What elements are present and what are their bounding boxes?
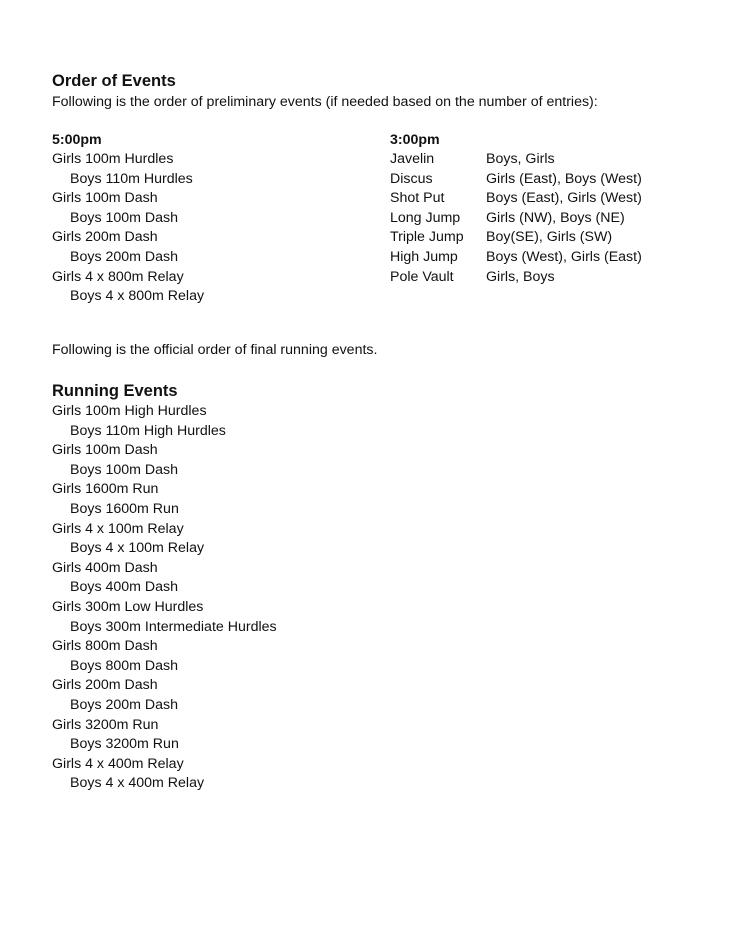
- final-running-event-item: Boys 4 x 100m Relay: [70, 540, 205, 557]
- field-start-time: 3:00pm: [390, 132, 440, 148]
- field-event-name: Long Jump: [390, 209, 461, 226]
- preliminary-running-column: [52, 130, 352, 307]
- field-event-row: [390, 248, 710, 268]
- running-event-item: Boys 110m Hurdles: [70, 170, 193, 187]
- final-running-event-item: Boys 200m Dash: [70, 696, 179, 713]
- running-event-item: Girls 100m Dash: [52, 190, 158, 207]
- running-events-section: [52, 380, 712, 794]
- final-intro-text: Following is the official order of final running events.: [52, 342, 378, 358]
- final-running-event-item: Girls 3200m Run: [52, 716, 159, 733]
- field-event-groups: Boy(SE), Girls (SW): [486, 229, 613, 246]
- final-running-event-item: Boys 3200m Run: [70, 736, 179, 753]
- final-running-event-item: Girls 800m Dash: [52, 638, 158, 655]
- field-event-name: Discus: [390, 170, 433, 187]
- final-running-event-item: Boys 4 x 400m Relay: [70, 775, 205, 792]
- field-event-groups: Boys (West), Girls (East): [486, 248, 642, 265]
- document-page: [52, 70, 712, 794]
- preliminary-field-list: [390, 150, 710, 287]
- final-running-event-item: Boys 800m Dash: [70, 657, 179, 674]
- field-event-name: Triple Jump: [390, 229, 464, 246]
- field-event-groups: Girls, Boys: [486, 268, 555, 285]
- final-running-event-item: Boys 100m Dash: [70, 461, 179, 478]
- running-event-item: Boys 4 x 800m Relay: [70, 288, 205, 305]
- field-event-name: Shot Put: [390, 190, 445, 207]
- running-event-item: Girls 200m Dash: [52, 229, 158, 246]
- field-event-row: [390, 150, 710, 170]
- preliminary-field-column: [390, 130, 710, 287]
- final-running-event-item: Girls 300m Low Hurdles: [52, 598, 204, 615]
- preliminary-schedule: [52, 130, 712, 330]
- final-running-event-item: Girls 100m High Hurdles: [52, 403, 207, 419]
- field-event-row: [390, 228, 710, 248]
- final-running-event-item: Boys 110m High Hurdles: [70, 422, 226, 439]
- final-running-event-item: Girls 400m Dash: [52, 559, 158, 576]
- field-event-row: [390, 268, 710, 288]
- field-event-name: Javelin: [390, 151, 435, 167]
- preliminary-intro-text: Following is the order of preliminary events (if needed based on the number of entries):: [52, 94, 598, 110]
- final-running-event-item: Girls 100m Dash: [52, 442, 158, 459]
- field-event-groups: Boys, Girls: [486, 151, 555, 167]
- field-event-row: [390, 209, 710, 229]
- running-events-list: [52, 402, 712, 794]
- final-running-event-item: Boys 300m Intermediate Hurdles: [70, 618, 277, 635]
- field-event-row: [390, 189, 710, 209]
- running-event-item: Boys 100m Dash: [70, 209, 179, 226]
- final-running-event-item: Girls 4 x 400m Relay: [52, 755, 184, 772]
- field-event-groups: Girls (East), Boys (West): [486, 170, 642, 187]
- field-event-groups: Girls (NW), Boys (NE): [486, 209, 625, 226]
- preliminary-running-list: [52, 150, 352, 307]
- running-event-item: Girls 100m Hurdles: [52, 151, 174, 167]
- running-event-item: Boys 200m Dash: [70, 248, 179, 265]
- final-running-event-item: Girls 4 x 100m Relay: [52, 520, 184, 537]
- final-running-event-item: Girls 200m Dash: [52, 677, 158, 694]
- running-event-item: Girls 4 x 800m Relay: [52, 268, 184, 285]
- final-running-event-item: Boys 400m Dash: [70, 579, 179, 596]
- field-event-name: Pole Vault: [390, 268, 454, 285]
- final-running-event-item: Girls 1600m Run: [52, 481, 159, 498]
- field-event-row: [390, 170, 710, 190]
- final-running-event-item: Boys 1600m Run: [70, 500, 179, 517]
- order-of-events-title: Order of Events: [52, 72, 176, 90]
- running-events-title: Running Events: [52, 382, 178, 400]
- field-event-name: High Jump: [390, 248, 458, 265]
- field-event-groups: Boys (East), Girls (West): [486, 190, 642, 207]
- running-start-time: 5:00pm: [52, 132, 102, 148]
